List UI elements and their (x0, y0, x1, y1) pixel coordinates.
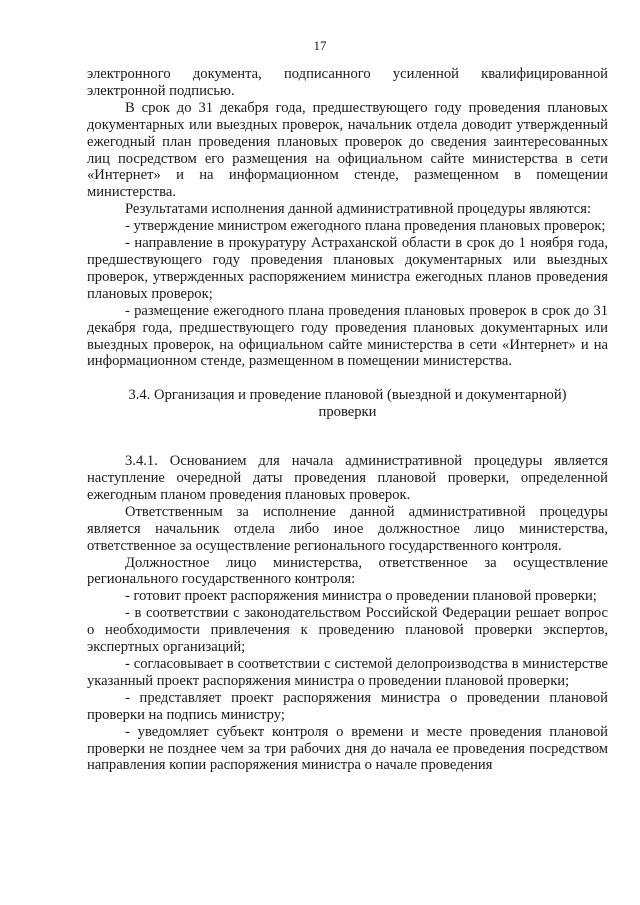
list-item-website: - размещение ежегодного плана проведения плановых проверок в срок до 31 декабря года, предшествующего году проведения плановых документарных или выездных проверок, на официальном сайте министерства в сети «Интернет» и на информационном стенде, размещенном в помещении министерства. (87, 302, 608, 370)
paragraph-grounds: 3.4.1. Основанием для начала административной процедуры является наступление очередной даты проведения плановой проверки, определенной ежегодным планом проведения плановых проверок. (87, 453, 608, 503)
paragraph-continued: электронного документа, подписанного усиленной квалифицированной электронной подписью. (87, 66, 608, 99)
list-item-notifies: - уведомляет субъект контроля о времени и месте проведения плановой проверки не позднее чем за три рабочих дня до начала ее проведения посредством направления копии распоряжения министра о начале проведения (87, 723, 608, 774)
paragraph-plan-publication: В срок до 31 декабря года, предшествующего году проведения плановых документарных или выездных проверок, начальник отдела доводит утвержденный ежегодный план проведения плановых проверок до сведения заинтересованных лиц посредством его размещения на официальном сайте министерства в сети «Интернет» и на информационном стенде, размещенном в помещении министерства. (87, 99, 608, 201)
list-item-experts: - в соответствии с законодательством Российской Федерации решает вопрос о необходимости привлечения к проведению плановой проверки экспертов, экспертных организаций; (87, 605, 608, 656)
paragraph-results-intro: Результатами исполнения данной административной процедуры являются: (125, 201, 592, 218)
page-number: 17 (313, 38, 327, 53)
list-item-prosecutor: - направление в прокуратуру Астраханской области в срок до 1 ноября года, предшествующего году проведения плановых документарных или выездных проверок, утвержденных распоряжением министра ежегодных планов проведения плановых проверок; (87, 235, 608, 302)
list-item-submits: - представляет проект распоряжения министра о проведении плановой проверки на подпись министру; (87, 689, 608, 723)
list-item-agrees: - согласовывает в соответствии с системой делопроизводства в министерстве указанный проект распоряжения министра о проведении плановой проверки; (87, 656, 608, 689)
paragraph-responsible: Ответственным за исполнение данной административной процедуры является начальник отдела либо иное должностное лицо министерства, ответственное за осуществление регионального государственного контроля. (87, 503, 608, 554)
section-heading: 3.4. Организация и проведение плановой (выездной и документарной) проверки (128, 387, 567, 421)
list-item-prepares-draft: - готовит проект распоряжения министра о проведении плановой проверки; (125, 588, 597, 605)
document-body (87, 66, 608, 774)
paragraph-official-duties: Должностное лицо министерства, ответственное за осуществление регионального государственного контроля: (87, 554, 608, 588)
list-item-approval: - утверждение министром ежегодного плана проведения плановых проверок; (125, 218, 606, 235)
